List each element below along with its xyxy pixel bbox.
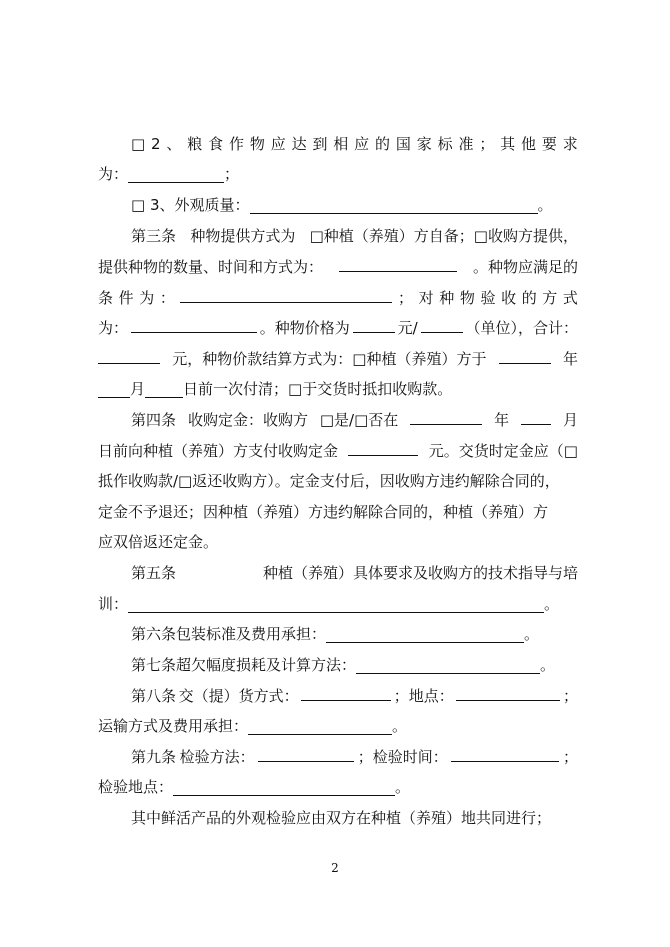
text-run: 第三条 — [131, 227, 177, 245]
text-run: 第五条 — [131, 564, 177, 582]
fill-in-blank — [339, 255, 457, 272]
text-line — [98, 530, 578, 554]
text-run: 条 — [98, 289, 114, 307]
article-4-heading-line — [131, 408, 578, 432]
text-run: 的 — [521, 289, 537, 307]
fill-in-blank — [173, 779, 395, 796]
text-run: 月 — [130, 380, 146, 398]
text-run: 收 — [501, 289, 517, 307]
text-run: 达 — [291, 135, 307, 153]
text-run: 包装标准及费用承担： — [176, 625, 327, 643]
fill-in-blank — [499, 347, 551, 364]
text-run: 为： — [98, 319, 129, 337]
text-run: 。 — [540, 656, 556, 674]
text-run: 检验方法： — [179, 748, 255, 766]
text-run: 为 — [139, 289, 155, 307]
text-run: □ — [131, 135, 146, 153]
text-run: 应 — [354, 135, 370, 153]
text-run: □ 3、外观质量： — [131, 196, 250, 214]
text-run: 国 — [395, 135, 411, 153]
text-run: 元/ — [397, 319, 418, 337]
text-run: ；检验时间： — [357, 748, 448, 766]
text-run: 第四条 — [131, 411, 177, 429]
text-run: ； — [224, 165, 240, 183]
text-run: 定金不予退还；因种植（养殖）方违约解除合同的，种植（养殖）方 — [98, 503, 549, 521]
article-8-line — [131, 684, 578, 708]
text-run: 、 — [166, 135, 182, 153]
text-run: 元。交货时定金应（□ — [428, 442, 578, 460]
text-run: 为： — [98, 165, 129, 183]
text-run: 第六条 — [131, 625, 177, 643]
fill-in-blank — [98, 347, 160, 364]
text-line — [98, 347, 578, 371]
text-run: ； — [479, 135, 495, 153]
page-number: 2 — [331, 861, 339, 875]
text-run: 物 — [249, 135, 265, 153]
text-run: 食 — [208, 135, 224, 153]
article-7-line — [131, 653, 578, 677]
text-run: ； — [562, 687, 578, 705]
text-run: 收购定金：收购方 — [187, 411, 308, 429]
text-run: 相 — [333, 135, 349, 153]
text-line — [98, 316, 578, 340]
text-run: 其中鲜活产品的外观检验应由双方在种植（养殖）地共同进行； — [131, 809, 552, 827]
text-run: □种植（养殖）方自备；□收购方提供， — [309, 227, 578, 245]
fill-in-blank — [456, 684, 560, 701]
text-line — [98, 286, 578, 310]
text-run: 。种物应满足的 — [472, 258, 578, 276]
text-run: 年 — [494, 411, 510, 429]
fill-in-blank — [326, 626, 524, 643]
fill-in-blank — [180, 286, 392, 303]
text-run: 准 — [458, 135, 474, 153]
text-line — [98, 714, 578, 738]
text-run: 。 — [537, 196, 553, 214]
fill-in-blank — [128, 166, 224, 183]
text-run: 日前向种植（养殖）方支付收购定金 — [98, 442, 339, 460]
text-run: （单位），合计： — [465, 319, 578, 337]
text-run: 年 — [562, 350, 578, 368]
text-run: 第九条 — [131, 748, 177, 766]
text-run: 种植（养殖）具体要求及收购方的技术指导与培 — [262, 564, 578, 582]
text-run: 作 — [229, 135, 245, 153]
text-run: 检验地点： — [98, 778, 174, 796]
fill-in-blank — [521, 408, 551, 425]
text-line — [98, 377, 578, 401]
fill-in-blank — [250, 197, 538, 214]
fill-in-blank — [98, 381, 130, 398]
fill-in-blank — [258, 745, 354, 762]
text-run: 方 — [542, 289, 558, 307]
text-run: 日前一次付清；□于交货时抵扣收购款。 — [183, 380, 453, 398]
text-run: 物 — [459, 289, 475, 307]
text-run: 。 — [395, 778, 411, 796]
text-run: 件 — [118, 289, 134, 307]
text-run: 元，种物价款结算方式为：□种植（养殖）方于 — [172, 350, 487, 368]
text-run: 第八条 — [131, 687, 177, 705]
text-run: 式 — [562, 289, 578, 307]
text-run: 。 — [524, 625, 540, 643]
text-line — [98, 469, 578, 493]
text-run: 粮 — [187, 135, 203, 153]
text-run: 验 — [480, 289, 496, 307]
text-run: 月 — [562, 411, 578, 429]
text-run: 抵作收购款/□返还收购方）。定金支付后，因收购方违约解除合同的， — [98, 472, 560, 490]
text-run: ； — [398, 289, 414, 307]
fill-in-blank — [410, 408, 482, 425]
text-line — [98, 162, 578, 186]
text-line — [98, 255, 578, 279]
text-run: 交（提）货方式： — [178, 687, 299, 705]
text-run: 。 — [544, 595, 560, 613]
fill-in-blank — [421, 316, 463, 333]
text-run: ； — [562, 748, 578, 766]
text-run: 第七条 — [131, 656, 177, 674]
text-run: 的 — [375, 135, 391, 153]
text-run: 标 — [437, 135, 453, 153]
text-run: 其 — [500, 135, 516, 153]
fill-in-blank — [301, 684, 391, 701]
text-line — [98, 775, 578, 799]
text-run: □是/□否在 — [319, 411, 399, 429]
text-run: 到 — [312, 135, 328, 153]
text-run: 他 — [521, 135, 537, 153]
fill-in-blank — [145, 381, 183, 398]
text-line — [131, 806, 578, 830]
fill-in-blank — [128, 596, 544, 613]
article-5-heading-line — [131, 561, 578, 585]
text-run: 。种物价格为 — [259, 319, 350, 337]
fill-in-blank — [248, 718, 392, 735]
text-line — [98, 439, 578, 463]
text-run: 种物提供方式为 — [190, 227, 296, 245]
text-run: 2 — [151, 135, 161, 153]
text-run: ： — [159, 289, 175, 307]
text-run: 家 — [416, 135, 432, 153]
text-run: 对 — [418, 289, 434, 307]
text-run: 要 — [541, 135, 557, 153]
fill-in-blank — [356, 657, 540, 674]
text-run: 超欠幅度损耗及计算方法： — [176, 656, 357, 674]
text-run: 运输方式及费用承担： — [98, 717, 249, 735]
text-line — [131, 132, 578, 156]
text-run: 应双倍返还定金。 — [98, 533, 219, 551]
article-3-heading-line — [131, 224, 578, 248]
fill-in-blank — [348, 439, 418, 456]
text-run: ；地点： — [393, 687, 454, 705]
text-run: 训： — [98, 595, 129, 613]
text-line — [131, 193, 578, 217]
article-9-line — [131, 745, 578, 769]
text-line — [98, 500, 578, 524]
text-run: 种 — [439, 289, 455, 307]
text-run: 。 — [392, 717, 408, 735]
fill-in-blank — [451, 745, 559, 762]
text-run: 求 — [562, 135, 578, 153]
text-run: 提供种物的数量、时间和方式为： — [98, 258, 324, 276]
article-6-line — [131, 622, 578, 646]
text-line — [98, 592, 578, 616]
text-run: 应 — [270, 135, 286, 153]
fill-in-blank — [353, 316, 395, 333]
fill-in-blank — [131, 316, 257, 333]
